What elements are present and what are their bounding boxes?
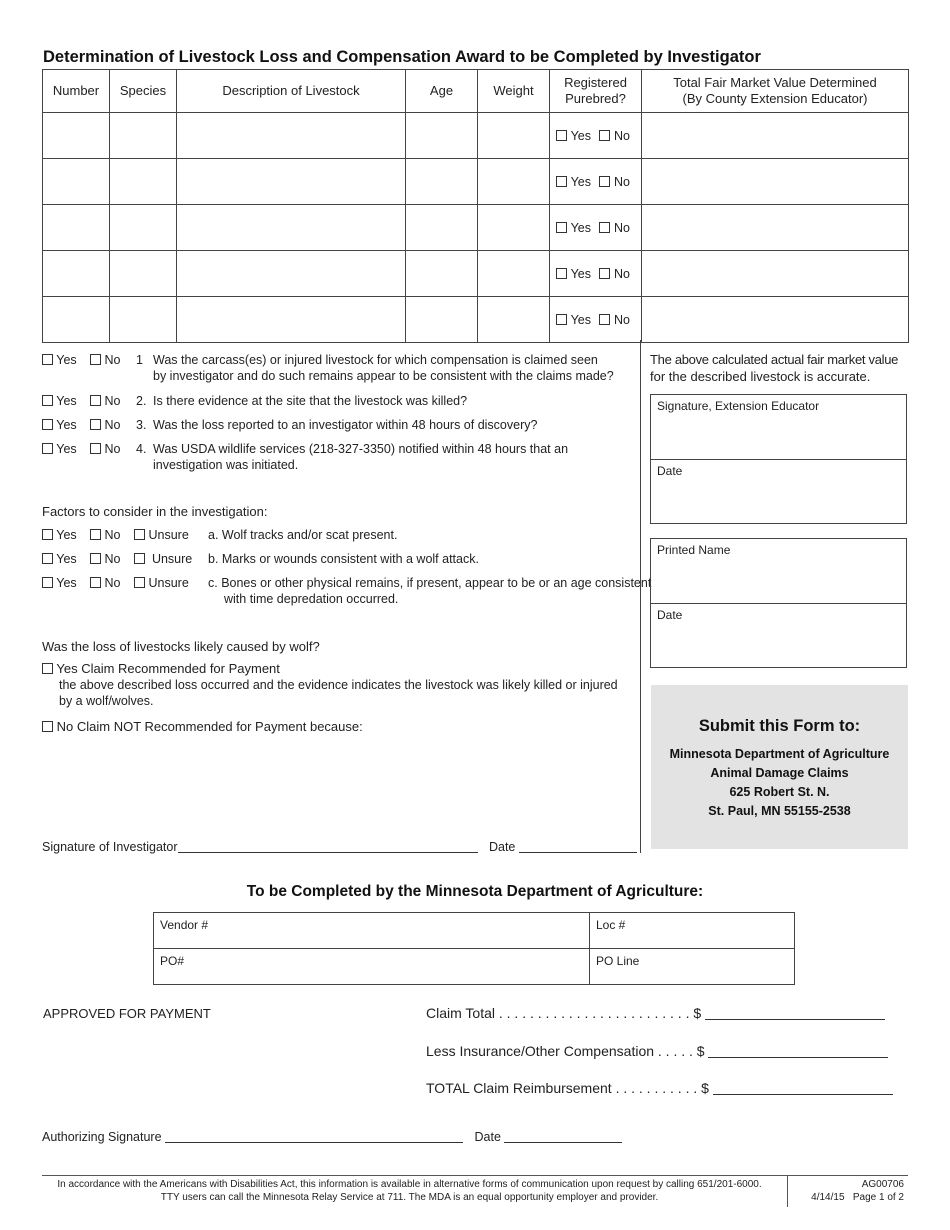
loc-field[interactable] xyxy=(590,913,795,949)
claim-total-label: Claim Total . . . . . . . . . . . . . . . . . . . . . . . . . $ xyxy=(426,1005,702,1021)
question-number: 4. xyxy=(136,442,147,456)
wolf-yes-description xyxy=(59,677,619,709)
col-fmv-line2: (By County Extension Educator) xyxy=(682,91,868,106)
species-cell[interactable] xyxy=(110,159,177,205)
yes-checkbox[interactable] xyxy=(42,529,53,540)
yes-checkbox[interactable] xyxy=(42,419,53,430)
species-cell[interactable] xyxy=(110,205,177,251)
printed-name-date-field[interactable] xyxy=(651,603,906,667)
yes-label: Yes xyxy=(56,576,77,590)
investigator-signature-row xyxy=(42,839,637,855)
form-date-page: 4/14/15 Page 1 of 2 xyxy=(811,1192,904,1203)
unsure-label: Unsure xyxy=(151,552,193,566)
less-insurance-label: Less Insurance/Other Compensation . . . . . $ xyxy=(426,1043,705,1059)
number-cell[interactable] xyxy=(43,113,110,159)
factor-text: b. Marks or wounds consistent with a wolf attack. xyxy=(208,552,479,566)
no-label: No xyxy=(613,220,630,235)
accuracy-statement xyxy=(650,351,908,385)
yes-checkbox[interactable] xyxy=(556,268,567,279)
yes-checkbox[interactable] xyxy=(42,553,53,564)
description-cell[interactable] xyxy=(177,159,406,205)
yes-label: Yes xyxy=(56,418,77,432)
yes-checkbox[interactable] xyxy=(42,443,53,454)
col-weight: Weight xyxy=(478,70,550,113)
fair-market-value-cell[interactable] xyxy=(642,205,909,251)
description-cell[interactable] xyxy=(177,251,406,297)
no-label: No xyxy=(104,394,121,408)
weight-cell[interactable] xyxy=(478,251,550,297)
question-text-line2: by investigator and do such remains appear to be consistent with the claims made? xyxy=(153,369,614,383)
wolf-yes-label: Yes Claim Recommended for Payment xyxy=(56,661,280,676)
description-cell[interactable] xyxy=(177,113,406,159)
printed-name-field[interactable] xyxy=(651,539,906,603)
col-registered xyxy=(550,70,642,113)
no-label: No xyxy=(104,418,121,432)
yes-label: Yes xyxy=(56,353,77,367)
accuracy-line1: The above calculated actual fair market value xyxy=(650,352,899,367)
authorizing-date-field[interactable] xyxy=(504,1142,622,1143)
mda-table xyxy=(153,912,795,985)
question-text-line2: investigation was initiated. xyxy=(153,458,299,472)
question-text xyxy=(153,441,633,473)
vendor-field[interactable] xyxy=(154,913,590,949)
table-row xyxy=(43,297,909,343)
printed-name-box xyxy=(650,538,907,668)
number-cell[interactable] xyxy=(43,251,110,297)
po-label: PO# xyxy=(160,954,185,968)
yes-checkbox[interactable] xyxy=(556,314,567,325)
no-checkbox[interactable] xyxy=(599,222,610,233)
col-description: Description of Livestock xyxy=(177,70,406,113)
total-reimbursement-field[interactable] xyxy=(713,1094,893,1095)
no-checkbox[interactable] xyxy=(90,577,101,588)
no-checkbox[interactable] xyxy=(90,529,101,540)
submit-address-line: 625 Robert St. N. xyxy=(729,785,830,799)
question-text xyxy=(153,352,633,384)
yes-label: Yes xyxy=(56,552,77,566)
authorizing-signature-row xyxy=(42,1129,622,1145)
no-checkbox[interactable] xyxy=(90,443,101,454)
mda-section-title: To be Completed by the Minnesota Department of Agriculture: xyxy=(246,883,704,900)
question-text: Was the loss reported to an investigator within 48 hours of discovery? xyxy=(153,418,538,432)
no-checkbox[interactable] xyxy=(90,553,101,564)
yes-label: Yes xyxy=(570,312,591,327)
footer-divider xyxy=(42,1175,908,1176)
yes-label: Yes xyxy=(570,266,591,281)
age-cell[interactable] xyxy=(406,251,478,297)
yes-label: Yes xyxy=(570,128,591,143)
claim-total-field[interactable] xyxy=(705,1019,885,1020)
yes-label: Yes xyxy=(56,442,77,456)
investigator-signature-label: Signature of Investigator xyxy=(42,840,178,854)
col-number: Number xyxy=(43,70,110,113)
question-text: Is there evidence at the site that the livestock was killed? xyxy=(153,394,468,408)
po-line-field[interactable] xyxy=(590,949,795,985)
no-checkbox[interactable] xyxy=(90,419,101,430)
yes-label: Yes xyxy=(570,220,591,235)
number-cell[interactable] xyxy=(43,297,110,343)
yes-label: Yes xyxy=(56,394,77,408)
total-reimbursement-label: TOTAL Claim Reimbursement . . . . . . . . . . . $ xyxy=(426,1080,709,1096)
footer-line1: In accordance with the Americans with Disabilities Act, this information is available in alternative forms of communication upon request by calling 651/201-6000. xyxy=(57,1179,762,1190)
investigator-date-label: Date xyxy=(488,840,516,854)
approved-for-payment-label: APPROVED FOR PAYMENT xyxy=(43,1006,211,1021)
question-number: 1 xyxy=(136,353,143,367)
age-cell[interactable] xyxy=(406,205,478,251)
species-cell[interactable] xyxy=(110,297,177,343)
registered-cell xyxy=(550,159,642,205)
educator-signature-field[interactable] xyxy=(651,395,906,459)
livestock-table xyxy=(42,69,909,343)
less-insurance-field[interactable] xyxy=(708,1057,888,1058)
weight-cell[interactable] xyxy=(478,205,550,251)
submit-address-panel xyxy=(651,685,908,849)
yes-checkbox[interactable] xyxy=(556,130,567,141)
no-label: No xyxy=(104,576,121,590)
wolf-yes-text-line1: the above described loss occurred and the evidence indicates the livestock was likely killed or injured xyxy=(59,678,618,692)
no-label: No xyxy=(613,174,630,189)
form-title: Determination of Livestock Loss and Compensation Award to be Completed by Investigator xyxy=(43,48,761,66)
no-checkbox[interactable] xyxy=(599,130,610,141)
question-number: 2. xyxy=(136,394,147,408)
col-registered-line2: Purebred? xyxy=(565,91,626,106)
submit-heading: Submit this Form to: xyxy=(698,717,861,735)
factor-text-line2: with time depredation occurred. xyxy=(224,592,399,606)
educator-date-field[interactable] xyxy=(651,459,906,523)
fair-market-value-cell[interactable] xyxy=(642,297,909,343)
yes-label: Yes xyxy=(570,174,591,189)
educator-signature-box xyxy=(650,394,907,524)
unsure-checkbox[interactable] xyxy=(134,553,145,564)
wolf-question: Was the loss of livestocks likely caused by wolf? xyxy=(42,639,320,654)
factor-text: a. Wolf tracks and/or scat present. xyxy=(208,528,398,542)
investigator-signature-field[interactable] xyxy=(178,852,478,853)
yes-checkbox[interactable] xyxy=(42,354,53,365)
question-number: 3. xyxy=(136,418,147,432)
table-row xyxy=(43,251,909,297)
weight-cell[interactable] xyxy=(478,159,550,205)
vendor-label: Vendor # xyxy=(160,918,209,932)
less-insurance-row xyxy=(426,1043,888,1059)
col-fair-market-value xyxy=(642,70,909,113)
authorizing-signature-field[interactable] xyxy=(165,1142,463,1143)
submit-address-line: Minnesota Department of Agriculture xyxy=(669,747,890,761)
footer-notice xyxy=(42,1178,777,1204)
yes-checkbox[interactable] xyxy=(556,222,567,233)
question-text-line1: Was USDA wildlife services (218-327-3350) notified within 48 hours that an xyxy=(153,442,569,456)
registered-cell xyxy=(550,113,642,159)
printed-name-label: Printed Name xyxy=(657,543,731,557)
no-label: No xyxy=(613,312,630,327)
no-label: No xyxy=(613,128,630,143)
table-header-row xyxy=(43,70,909,113)
yes-checkbox[interactable] xyxy=(42,577,53,588)
submit-address-line: St. Paul, MN 55155-2538 xyxy=(708,804,851,818)
col-species: Species xyxy=(110,70,177,113)
submit-address-line: Animal Damage Claims xyxy=(710,766,849,780)
authorizing-signature-label: Authorizing Signature xyxy=(42,1130,162,1144)
educator-date-label: Date xyxy=(657,464,683,478)
description-cell[interactable] xyxy=(177,205,406,251)
wolf-no-checkbox[interactable] xyxy=(42,721,53,732)
fair-market-value-cell[interactable] xyxy=(642,251,909,297)
yes-label: Yes xyxy=(56,528,77,542)
footer-form-info xyxy=(790,1178,904,1204)
factor-text xyxy=(208,575,651,607)
unsure-checkbox[interactable] xyxy=(134,529,145,540)
table-row xyxy=(43,205,909,251)
unsure-label: Unsure xyxy=(148,528,189,542)
species-cell[interactable] xyxy=(110,251,177,297)
age-cell[interactable] xyxy=(406,159,478,205)
table-row xyxy=(43,113,909,159)
no-checkbox[interactable] xyxy=(90,354,101,365)
no-label: No xyxy=(104,442,121,456)
footer-line2: TTY users can call the Minnesota Relay Service at 711. The MDA is an equal opportunity employer and provider. xyxy=(160,1192,659,1203)
authorizing-date-label: Date xyxy=(474,1130,501,1144)
wolf-no-option xyxy=(42,719,363,735)
po-line-label: PO Line xyxy=(596,954,640,968)
no-label: No xyxy=(104,353,121,367)
investigator-date-field[interactable] xyxy=(519,852,637,853)
educator-signature-label: Signature, Extension Educator xyxy=(657,399,820,413)
registered-cell xyxy=(550,297,642,343)
factor-text-line1: c. Bones or other physical remains, if present, appear to be or an age consistent xyxy=(208,576,652,590)
accuracy-line2: for the described livestock is accurate. xyxy=(650,369,871,384)
no-checkbox[interactable] xyxy=(90,395,101,406)
age-cell[interactable] xyxy=(406,297,478,343)
footer-separator xyxy=(787,1175,788,1207)
no-label: No xyxy=(104,552,121,566)
no-label: No xyxy=(613,266,630,281)
col-fmv-line1: Total Fair Market Value Determined xyxy=(673,75,877,90)
no-checkbox[interactable] xyxy=(599,268,610,279)
unsure-checkbox[interactable] xyxy=(134,577,145,588)
factors-heading: Factors to consider in the investigation: xyxy=(42,504,268,519)
no-label: No xyxy=(104,528,121,542)
table-row xyxy=(43,159,909,205)
no-checkbox[interactable] xyxy=(599,176,610,187)
question-text-line1: Was the carcass(es) or injured livestock for which compensation is claimed seen xyxy=(153,353,598,367)
registered-cell xyxy=(550,251,642,297)
loc-label: Loc # xyxy=(596,918,626,932)
unsure-label: Unsure xyxy=(148,576,189,590)
yes-checkbox[interactable] xyxy=(42,395,53,406)
claim-total-row xyxy=(426,1005,885,1021)
species-cell[interactable] xyxy=(110,113,177,159)
fair-market-value-cell[interactable] xyxy=(642,159,909,205)
wolf-yes-text-line2: by a wolf/wolves. xyxy=(59,694,154,708)
total-reimbursement-row xyxy=(426,1080,893,1096)
age-cell[interactable] xyxy=(406,113,478,159)
fair-market-value-cell[interactable] xyxy=(642,113,909,159)
col-registered-line1: Registered xyxy=(564,75,627,90)
no-checkbox[interactable] xyxy=(599,314,610,325)
weight-cell[interactable] xyxy=(478,297,550,343)
number-cell[interactable] xyxy=(43,159,110,205)
yes-checkbox[interactable] xyxy=(556,176,567,187)
weight-cell[interactable] xyxy=(478,113,550,159)
wolf-yes-option xyxy=(42,661,280,677)
form-code: AG00706 xyxy=(861,1179,904,1190)
po-field[interactable] xyxy=(154,949,590,985)
registered-cell xyxy=(550,205,642,251)
number-cell[interactable] xyxy=(43,205,110,251)
description-cell[interactable] xyxy=(177,297,406,343)
col-age: Age xyxy=(406,70,478,113)
printed-name-date-label: Date xyxy=(657,608,683,622)
wolf-no-label: No Claim NOT Recommended for Payment because: xyxy=(56,719,363,734)
wolf-yes-checkbox[interactable] xyxy=(42,663,53,674)
